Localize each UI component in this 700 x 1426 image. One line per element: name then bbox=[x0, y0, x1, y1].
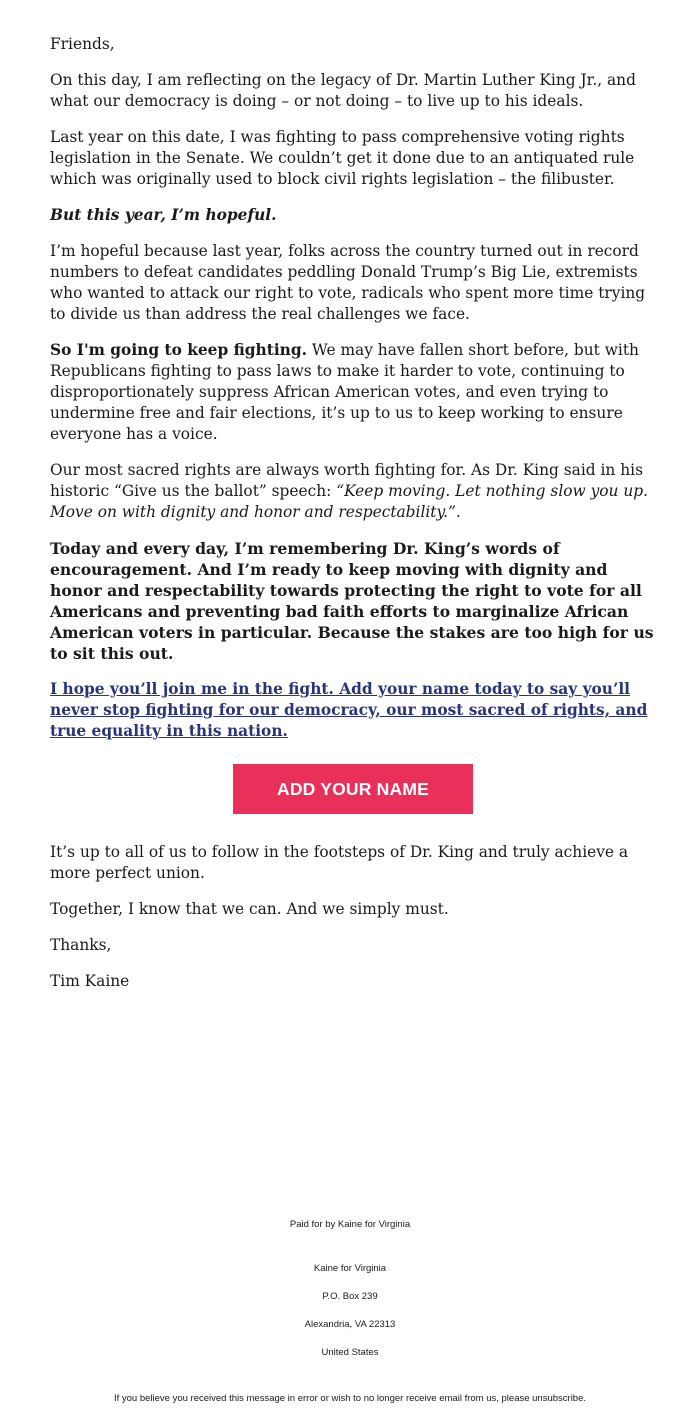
paragraph-remembering: Today and every day, I’m remembering Dr. King’s words of encouragement. And I’m ready to keep moving with dignity and honor and respectability towards protecting the right to vote for all Americans and preventing bad faith efforts to marginalize African American voters in particular. Because the stakes are too high for us to sit this out. bbox=[50, 539, 654, 663]
paragraph-hopeful: But this year, I’m hopeful. bbox=[50, 206, 277, 224]
cta-button-wrapper bbox=[50, 764, 656, 814]
footer-org-name: Kaine for Virginia bbox=[313, 1263, 387, 1274]
signature: Tim Kaine bbox=[50, 972, 130, 990]
paragraph-why-hopeful: I’m hopeful because last year, folks across the country turned out in record numbers to defeat candidates peddling Donald Trump’s Big Lie, extremists who wanted to attack our right to vote, radicals who spent more time trying to divide us than address the real challenges we face. bbox=[50, 242, 646, 323]
paragraph-reflection: On this day, I am reflecting on the legacy of Dr. Martin Luther King Jr., and what our democracy is doing – or not doing – to live up to his ideals. bbox=[50, 71, 636, 110]
keep-fighting-rest: We may have fallen short before, but with Republicans fighting to pass laws to make it harder to vote, continuing to disproportionately suppress African American votes, and even trying to undermine free and fair elections, it’s up to us to keep working to ensure everyone has a voice. bbox=[50, 341, 639, 443]
paragraph-footsteps: It’s up to all of us to follow in the footsteps of Dr. King and truly achieve a more perfect union. bbox=[50, 843, 629, 882]
footer-city: Alexandria, VA 22313 bbox=[304, 1319, 396, 1330]
paragraph-quote bbox=[50, 460, 656, 523]
unsubscribe-notice[interactable]: If you believe you received this message in error or wish to no longer receive email from us, please unsubscribe. bbox=[113, 1393, 587, 1404]
quote-intro: Our most sacred rights are always worth fighting for. As Dr. King said in his historic “Give us the ballot” speech: bbox=[50, 461, 643, 500]
footer-po-box: P.O. Box 239 bbox=[322, 1291, 378, 1302]
paragraph-cta bbox=[50, 679, 656, 742]
king-quote: “Keep moving. Let nothing slow you up. Move on with dignity and honor and respectability.”. bbox=[50, 482, 648, 521]
greeting: Friends, bbox=[50, 35, 115, 53]
paid-for-disclaimer: Paid for by Kaine for Virginia bbox=[289, 1219, 411, 1230]
footer-country: United States bbox=[321, 1347, 379, 1358]
email-footer bbox=[0, 1218, 700, 1406]
join-fight-link[interactable]: I hope you’ll join me in the fight. Add your name today to say you’ll never stop fighting for our democracy, our most sacred of rights, and true equality in this nation. bbox=[50, 680, 648, 740]
paragraph-keep-fighting bbox=[50, 340, 656, 445]
paragraph-last-year: Last year on this date, I was fighting to pass comprehensive voting rights legislation in the Senate. We couldn’t get it done due to an antiquated rule which was originally used to block civil rights legislation – the filibuster. bbox=[50, 128, 635, 188]
closing: Thanks, bbox=[50, 936, 112, 954]
paragraph-together: Together, I know that we can. And we simply must. bbox=[50, 900, 449, 918]
email-body bbox=[50, 34, 656, 1007]
add-your-name-button[interactable]: ADD YOUR NAME bbox=[233, 764, 473, 814]
keep-fighting-lead: So I'm going to keep fighting. bbox=[50, 341, 307, 359]
